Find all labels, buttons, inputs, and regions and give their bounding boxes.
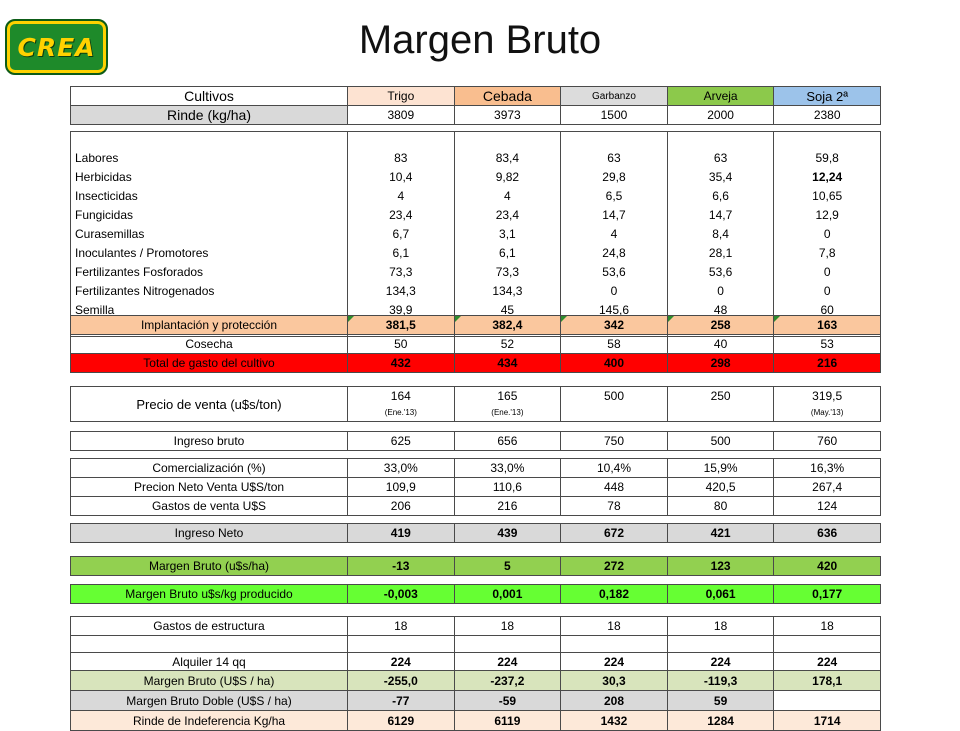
- ingreso-bruto-value: 750: [561, 432, 668, 451]
- gastos-estructura-label: Gastos de estructura: [71, 617, 348, 636]
- cost-label: Fertilizantes Nitrogenados: [71, 282, 348, 301]
- crop-header-soja: Soja 2ª: [774, 87, 881, 106]
- cost-value: 0: [774, 263, 881, 282]
- margen-bruto-doble-label: Margen Bruto Doble (U$S / ha): [71, 691, 348, 711]
- rinde-value: 2380: [774, 106, 881, 125]
- spacer: [454, 132, 561, 149]
- spacer: [774, 132, 881, 149]
- comercializacion-label: Comercialización (%): [71, 459, 348, 478]
- comercializacion-value: 16,3%: [774, 459, 881, 478]
- cost-label: Labores: [71, 149, 348, 168]
- ingreso-neto-value: 419: [348, 524, 455, 543]
- spacer: [348, 132, 455, 149]
- ingreso-bruto-label: Ingreso bruto: [71, 432, 348, 451]
- precio-neto-value: 420,5: [667, 478, 774, 497]
- margen-bruto-usd-value: 30,3: [561, 671, 668, 691]
- total-gastos-label: Total de gasto del cultivo: [71, 354, 348, 373]
- ingreso-neto-value: 636: [774, 524, 881, 543]
- gastos-venta-value: 124: [774, 497, 881, 516]
- cost-value: 48: [667, 301, 774, 320]
- cost-value: 14,7: [561, 206, 668, 225]
- cost-value: 6,1: [348, 244, 455, 263]
- cost-value: 35,4: [667, 168, 774, 187]
- cost-value: 0: [561, 282, 668, 301]
- spacer: [561, 636, 668, 653]
- rinde-indiferencia-value: 6119: [454, 711, 561, 731]
- comercializacion-table: [70, 458, 881, 516]
- precio-value: 250: [667, 387, 774, 405]
- total-gastos-value: 298: [667, 354, 774, 373]
- margen-bruto-kg-value: 0,177: [774, 585, 881, 604]
- logo-text: CREA: [17, 32, 96, 62]
- rinde-indiferencia-value: 1432: [561, 711, 668, 731]
- margen-bruto-doble-value: -77: [348, 691, 455, 711]
- cosecha-value: 50: [348, 335, 455, 354]
- implantacion-value: 163: [774, 316, 881, 335]
- cost-value: 14,7: [667, 206, 774, 225]
- implantacion-value: 382,4: [454, 316, 561, 335]
- spacer: [454, 636, 561, 653]
- cosecha-label: Cosecha: [71, 335, 348, 354]
- ingreso-bruto-value: 625: [348, 432, 455, 451]
- precio-note: [561, 405, 668, 422]
- cost-value: 53,6: [667, 263, 774, 282]
- cost-label: Insecticidas: [71, 187, 348, 206]
- spacer: [667, 132, 774, 149]
- ingreso-neto-value: 672: [561, 524, 668, 543]
- spacer: [348, 636, 455, 653]
- cost-value: 6,7: [348, 225, 455, 244]
- gastos-venta-value: 78: [561, 497, 668, 516]
- rinde-value: 3809: [348, 106, 455, 125]
- cosecha-value: 58: [561, 335, 668, 354]
- cost-value: 39,9: [348, 301, 455, 320]
- spacer: [71, 636, 348, 653]
- cost-value: 6,5: [561, 187, 668, 206]
- cost-value: 12,9: [774, 206, 881, 225]
- gastos-venta-value: 80: [667, 497, 774, 516]
- precio-value: 164: [348, 387, 455, 405]
- cost-value: 3,1: [454, 225, 561, 244]
- gastos-estructura-value: 18: [348, 617, 455, 636]
- totals-table: [70, 315, 881, 373]
- gastos-venta-value: 216: [454, 497, 561, 516]
- precio-note: (Ene.'13): [454, 405, 561, 422]
- ingreso-neto-value: 439: [454, 524, 561, 543]
- rinde-indiferencia-value: 1714: [774, 711, 881, 731]
- cosecha-value: 53: [774, 335, 881, 354]
- cost-value: 7,8: [774, 244, 881, 263]
- cost-value: 45: [454, 301, 561, 320]
- cost-value: 0: [667, 282, 774, 301]
- ingreso-neto-label: Ingreso Neto: [71, 524, 348, 543]
- precio-value: 319,5: [774, 387, 881, 405]
- gastos-estructura-value: 18: [561, 617, 668, 636]
- cost-value: 0: [774, 282, 881, 301]
- rinde-label: Rinde (kg/ha): [71, 106, 348, 125]
- precio-note: (May.'13): [774, 405, 881, 422]
- precio-value: 500: [561, 387, 668, 405]
- cost-label: Semilla: [71, 301, 348, 320]
- margen-bruto-kg-value: -0,003: [348, 585, 455, 604]
- margen-bruto-doble-value: 208: [561, 691, 668, 711]
- cost-value: 4: [561, 225, 668, 244]
- rinde-indiferencia-value: 1284: [667, 711, 774, 731]
- cost-value: 4: [454, 187, 561, 206]
- margen-bruto-table: [70, 556, 881, 576]
- alquiler-value: 224: [667, 653, 774, 671]
- ingreso-bruto-table: [70, 431, 881, 451]
- implantacion-value: 342: [561, 316, 668, 335]
- cost-value: 24,8: [561, 244, 668, 263]
- gastos-estructura-value: 18: [667, 617, 774, 636]
- spacer: [667, 636, 774, 653]
- margen-bruto-usd-value: -119,3: [667, 671, 774, 691]
- cost-value: 6,6: [667, 187, 774, 206]
- margen-bruto-value: 123: [667, 557, 774, 576]
- margen-bruto-doble-value: 59: [667, 691, 774, 711]
- comercializacion-value: 33,0%: [454, 459, 561, 478]
- margen-bruto-kg-table: [70, 584, 881, 604]
- margen-bruto-value: 272: [561, 557, 668, 576]
- cost-value: 63: [561, 149, 668, 168]
- margen-bruto-value: 5: [454, 557, 561, 576]
- precio-label: Precio de venta (u$s/ton): [71, 387, 348, 422]
- margen-bruto-usd-value: -237,2: [454, 671, 561, 691]
- ingreso-neto-table: [70, 523, 881, 543]
- margen-bruto-usd-value: -255,0: [348, 671, 455, 691]
- gastos-venta-label: Gastos de venta U$S: [71, 497, 348, 516]
- cost-value: 10,4: [348, 168, 455, 187]
- cost-value: 9,82: [454, 168, 561, 187]
- estructura-table: [70, 616, 881, 731]
- cosecha-value: 52: [454, 335, 561, 354]
- crop-header-arveja: Arveja: [667, 87, 774, 106]
- ingreso-bruto-value: 656: [454, 432, 561, 451]
- total-gastos-value: 400: [561, 354, 668, 373]
- comercializacion-value: 15,9%: [667, 459, 774, 478]
- margen-bruto-kg-label: Margen Bruto u$s/kg producido: [71, 585, 348, 604]
- ingreso-bruto-value: 760: [774, 432, 881, 451]
- cost-label: Inoculantes / Promotores: [71, 244, 348, 263]
- cost-label: Herbicidas: [71, 168, 348, 187]
- precio-neto-value: 110,6: [454, 478, 561, 497]
- rinde-indiferencia-value: 6129: [348, 711, 455, 731]
- total-gastos-value: 216: [774, 354, 881, 373]
- spacer: [774, 636, 881, 653]
- cost-value: 83: [348, 149, 455, 168]
- alquiler-label: Alquiler 14 qq: [71, 653, 348, 671]
- cost-value: 8,4: [667, 225, 774, 244]
- margen-bruto-value: -13: [348, 557, 455, 576]
- cultivos-header: Cultivos: [71, 87, 348, 106]
- precio-neto-label: Precion Neto Venta U$S/ton: [71, 478, 348, 497]
- precio-neto-value: 448: [561, 478, 668, 497]
- crop-header-garbanzo: Garbanzo: [561, 87, 668, 106]
- alquiler-value: 224: [561, 653, 668, 671]
- cost-value: 73,3: [454, 263, 561, 282]
- margen-bruto-kg-value: 0,182: [561, 585, 668, 604]
- margen-bruto-value: 420: [774, 557, 881, 576]
- cost-value: 63: [667, 149, 774, 168]
- margen-bruto-doble-value: [774, 691, 881, 711]
- cost-value: 0: [774, 225, 881, 244]
- cost-value: 4: [348, 187, 455, 206]
- comercializacion-value: 33,0%: [348, 459, 455, 478]
- cosecha-value: 40: [667, 335, 774, 354]
- rinde-indiferencia-label: Rinde de Indeferencia Kg/ha: [71, 711, 348, 731]
- ingreso-bruto-value: 500: [667, 432, 774, 451]
- implantacion-value: 258: [667, 316, 774, 335]
- cost-value: 73,3: [348, 263, 455, 282]
- rinde-value: 1500: [561, 106, 668, 125]
- margen-bruto-doble-value: -59: [454, 691, 561, 711]
- crop-header-trigo: Trigo: [348, 87, 455, 106]
- implantacion-value: 381,5: [348, 316, 455, 335]
- margen-bruto-label: Margen Bruto (u$s/ha): [71, 557, 348, 576]
- costs-table: [70, 131, 881, 337]
- precio-table: [70, 386, 881, 422]
- cost-label: Fertilizantes Fosforados: [71, 263, 348, 282]
- gastos-venta-value: 206: [348, 497, 455, 516]
- precio-neto-value: 267,4: [774, 478, 881, 497]
- cost-label: Curasemillas: [71, 225, 348, 244]
- alquiler-value: 224: [454, 653, 561, 671]
- total-gastos-value: 432: [348, 354, 455, 373]
- cost-value: 83,4: [454, 149, 561, 168]
- cost-value: 59,8: [774, 149, 881, 168]
- precio-note: [667, 405, 774, 422]
- margen-bruto-usd-value: 178,1: [774, 671, 881, 691]
- ingreso-neto-value: 421: [667, 524, 774, 543]
- cost-value: 29,8: [561, 168, 668, 187]
- margen-bruto-kg-value: 0,061: [667, 585, 774, 604]
- cost-value: 145,6: [561, 301, 668, 320]
- cost-value: 23,4: [348, 206, 455, 225]
- gastos-estructura-value: 18: [774, 617, 881, 636]
- alquiler-value: 224: [348, 653, 455, 671]
- total-gastos-value: 434: [454, 354, 561, 373]
- cost-value: 28,1: [667, 244, 774, 263]
- cost-value: 60: [774, 301, 881, 320]
- page-title: Margen Bruto: [358, 18, 602, 62]
- margen-bruto-kg-value: 0,001: [454, 585, 561, 604]
- cost-value: 10,65: [774, 187, 881, 206]
- precio-neto-value: 109,9: [348, 478, 455, 497]
- margen-bruto-usd-label: Margen Bruto (U$S / ha): [71, 671, 348, 691]
- cost-label: Fungicidas: [71, 206, 348, 225]
- cost-value: 134,3: [454, 282, 561, 301]
- precio-value: 165: [454, 387, 561, 405]
- cost-value: 12,24: [774, 168, 881, 187]
- cost-value: 53,6: [561, 263, 668, 282]
- implantacion-label: Implantación y protección: [71, 316, 348, 335]
- spacer: [71, 132, 348, 149]
- alquiler-value: 224: [774, 653, 881, 671]
- crop-header-cebada: Cebada: [454, 87, 561, 106]
- rinde-value: 3973: [454, 106, 561, 125]
- cost-value: 134,3: [348, 282, 455, 301]
- precio-note: (Ene.'13): [348, 405, 455, 422]
- cost-value: 6,1: [454, 244, 561, 263]
- rinde-value: 2000: [667, 106, 774, 125]
- gastos-estructura-value: 18: [454, 617, 561, 636]
- comercializacion-value: 10,4%: [561, 459, 668, 478]
- cost-value: 23,4: [454, 206, 561, 225]
- header-table: [70, 86, 881, 125]
- spacer: [561, 132, 668, 149]
